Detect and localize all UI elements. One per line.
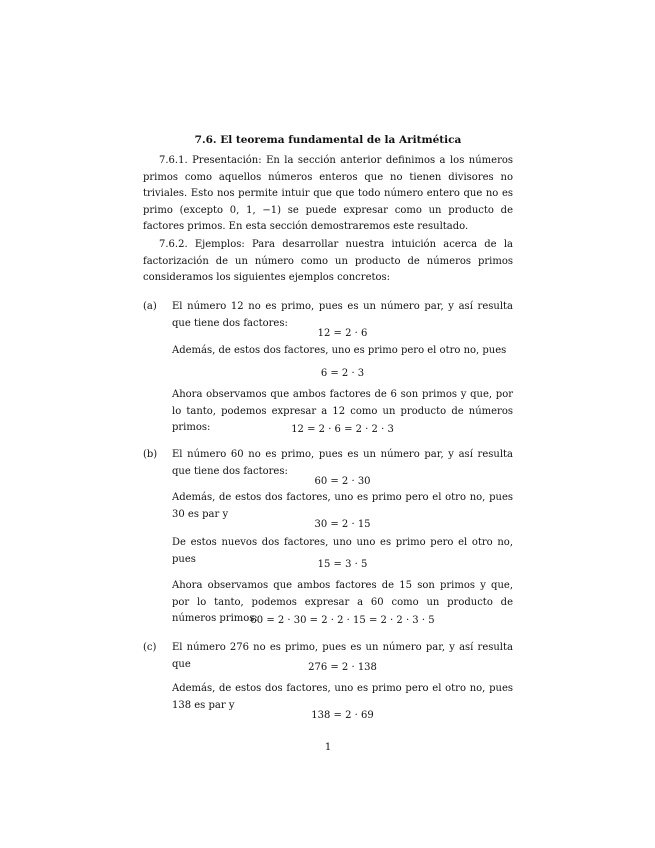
item-text: Además, de estos dos factores, uno es primo pero el otro no, pues 30 es par y — [172, 492, 513, 520]
equation: 60 = 2 · 30 = 2 · 2 · 15 = 2 · 2 · 3 · 5 — [250, 615, 435, 626]
equation: 60 = 2 · 30 — [314, 476, 371, 487]
presentacion-text: En la sección anterior definimos a los números primos como aquellos números enteros que no tienen divisores no triviales. Esto nos permite intuir que que todo número entero que no es primo (excepto 0, 1, −1) se puede expresar como un producto de factores primos. En esta sección demostraremos este resultado. — [143, 155, 514, 233]
item-text: Además, de estos dos factores, uno es primo pero el otro no, pues — [172, 345, 507, 356]
equation: 12 = 2 · 6 — [317, 328, 368, 339]
item-label: (c) — [143, 642, 157, 653]
equation: 30 = 2 · 15 — [314, 519, 371, 530]
ejemplos-text: Para desarrollar nuestra intuición acerca de la factorización de un número como un producto de números primos consideramos los siguientes ejemplos concretos: — [143, 239, 513, 284]
page — [143, 0, 513, 848]
item-label: (b) — [143, 449, 158, 460]
item-text: De estos nuevos dos factores, uno uno es primo pero el otro no, pues — [172, 537, 513, 565]
item-intro: El número 276 no es primo, pues es un número par, y así resulta que — [172, 642, 513, 670]
page-number: 1 — [324, 742, 332, 753]
subsection-heading-762: 7.6.2. Ejemplos: — [159, 239, 245, 250]
paragraph-ejemplos — [143, 237, 513, 287]
item-text: Ahora observamos que ambos factores de 6 son primos y que, por lo tanto, podemos expresar a 12 como un producto de números primos: — [172, 389, 513, 434]
item-text: Además, de estos dos factores, uno es primo pero el otro no, pues 138 es par y — [172, 683, 513, 711]
equation: 12 = 2 · 6 = 2 · 2 · 3 — [291, 424, 394, 435]
equation: 138 = 2 · 69 — [311, 710, 374, 721]
paragraph-presentacion — [143, 153, 513, 236]
equation: 276 = 2 · 138 — [308, 662, 377, 673]
equation: 15 = 3 · 5 — [317, 559, 368, 570]
subsection-heading-761: 7.6.1. Presentación: — [159, 155, 262, 166]
item-text: Ahora observamos que ambos factores de 15 son primos y que, por lo tanto, podemos expresar a 60 como un producto de números primos: — [172, 580, 513, 625]
equation: 6 = 2 · 3 — [320, 368, 365, 379]
item-intro: El número 12 no es primo, pues es un número par, y así resulta que tiene dos factores: — [172, 301, 513, 329]
section-title: 7.6. El teorema fundamental de la Aritmética — [194, 134, 462, 146]
item-intro: El número 60 no es primo, pues es un número par, y así resulta que tiene dos factores: — [172, 449, 513, 477]
item-label: (a) — [143, 301, 157, 312]
